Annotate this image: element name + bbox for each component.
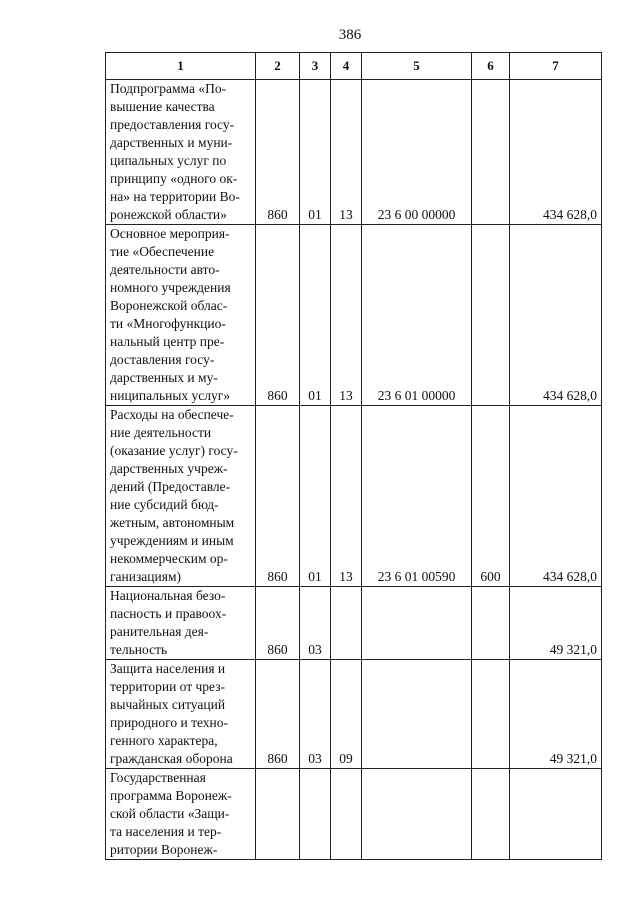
row-vr-cell bbox=[472, 80, 510, 225]
row-name-line: пасность и правоох- bbox=[110, 606, 227, 621]
table-body bbox=[106, 80, 602, 860]
row-name-line: принципу «одного ок- bbox=[110, 171, 238, 186]
row-name-text bbox=[110, 587, 251, 659]
row-name-line: Основное мероприя- bbox=[110, 226, 230, 241]
row-name-line: ниципальных услуг» bbox=[110, 388, 231, 403]
row-name-line: номного учреждения bbox=[110, 280, 231, 295]
row-name-cell bbox=[106, 406, 256, 587]
row-name-line: Государственная bbox=[110, 770, 206, 785]
row-name-cell bbox=[106, 80, 256, 225]
row-ved-cell: 860 bbox=[256, 80, 300, 225]
row-ved-cell: 860 bbox=[256, 587, 300, 660]
row-name-line: вышение качества bbox=[110, 99, 215, 114]
row-pr-cell bbox=[331, 769, 362, 860]
header-col-6: 6 bbox=[472, 53, 510, 80]
table-row bbox=[106, 587, 602, 660]
header-col-1: 1 bbox=[106, 53, 256, 80]
row-rz-cell: 01 bbox=[300, 406, 331, 587]
row-vr-cell bbox=[472, 587, 510, 660]
row-csr-cell: 23 6 01 00000 bbox=[362, 225, 472, 406]
row-name-line: на» на территории Во- bbox=[110, 189, 240, 204]
row-name-line: Национальная безо- bbox=[110, 588, 226, 603]
table-row bbox=[106, 660, 602, 769]
row-csr-cell bbox=[362, 769, 472, 860]
row-name-line: некоммерческим ор- bbox=[110, 551, 228, 566]
table-row bbox=[106, 80, 602, 225]
header-col-4: 4 bbox=[331, 53, 362, 80]
row-sum-cell: 434 628,0 bbox=[510, 225, 602, 406]
row-name-line: территории от чрез- bbox=[110, 679, 226, 694]
header-col-3: 3 bbox=[300, 53, 331, 80]
row-name-line: та населения и тер- bbox=[110, 824, 222, 839]
row-name-text bbox=[110, 225, 251, 405]
row-pr-cell: 09 bbox=[331, 660, 362, 769]
row-ved-cell: 860 bbox=[256, 660, 300, 769]
table-header-row bbox=[106, 53, 602, 80]
row-csr-cell bbox=[362, 660, 472, 769]
row-name-text bbox=[110, 80, 251, 224]
row-name-line: генного характера, bbox=[110, 733, 218, 748]
row-name-line: гражданская оборона bbox=[110, 751, 233, 766]
row-name-line: ской области «Защи- bbox=[110, 806, 230, 821]
row-vr-cell bbox=[472, 225, 510, 406]
row-name-line: ние деятельности bbox=[110, 425, 212, 440]
row-sum-cell: 434 628,0 bbox=[510, 80, 602, 225]
row-name-line: тие «Обеспечение bbox=[110, 244, 215, 259]
table-row bbox=[106, 225, 602, 406]
budget-table bbox=[105, 52, 602, 860]
row-sum-cell: 434 628,0 bbox=[510, 406, 602, 587]
row-pr-cell: 13 bbox=[331, 406, 362, 587]
row-name-line: Защита населения и bbox=[110, 661, 226, 676]
row-name-text bbox=[110, 769, 251, 859]
row-name-line: ципальных услуг по bbox=[110, 153, 227, 168]
row-name-line: вычайных ситуаций bbox=[110, 697, 226, 712]
row-name-line: природного и техно- bbox=[110, 715, 229, 730]
row-name-line: Расходы на обеспече- bbox=[110, 407, 234, 422]
row-name-line: доставления госу- bbox=[110, 352, 215, 367]
row-name-line: Подпрограмма «По- bbox=[110, 81, 227, 96]
row-name-line: ганизациям) bbox=[110, 569, 182, 584]
row-name-line: жетным, автономным bbox=[110, 515, 235, 530]
row-name-line: дарственных и муни- bbox=[110, 135, 233, 150]
row-name-cell bbox=[106, 587, 256, 660]
row-name-line: ронежской области» bbox=[110, 207, 227, 222]
row-name-line: дений (Предоставле- bbox=[110, 479, 231, 494]
row-rz-cell: 01 bbox=[300, 225, 331, 406]
row-sum-cell bbox=[510, 769, 602, 860]
header-col-2: 2 bbox=[256, 53, 300, 80]
row-sum-cell: 49 321,0 bbox=[510, 660, 602, 769]
row-name-cell bbox=[106, 225, 256, 406]
row-pr-cell: 13 bbox=[331, 225, 362, 406]
row-vr-cell bbox=[472, 660, 510, 769]
row-name-cell bbox=[106, 769, 256, 860]
row-name-cell bbox=[106, 660, 256, 769]
page-number: 386 bbox=[338, 27, 362, 43]
row-csr-cell bbox=[362, 587, 472, 660]
row-ved-cell bbox=[256, 769, 300, 860]
row-sum-cell: 49 321,0 bbox=[510, 587, 602, 660]
row-name-line: ритории Воронеж- bbox=[110, 842, 218, 857]
row-rz-cell: 01 bbox=[300, 80, 331, 225]
row-name-line: дарственных учреж- bbox=[110, 461, 228, 476]
row-csr-cell: 23 6 01 00590 bbox=[362, 406, 472, 587]
row-pr-cell: 13 bbox=[331, 80, 362, 225]
table-row bbox=[106, 769, 602, 860]
row-name-text bbox=[110, 406, 251, 586]
row-name-line: программа Воронеж- bbox=[110, 788, 232, 803]
row-name-line: (оказание услуг) госу- bbox=[110, 443, 238, 458]
header-col-7: 7 bbox=[510, 53, 602, 80]
table-row bbox=[106, 406, 602, 587]
row-name-text bbox=[110, 660, 251, 768]
row-name-line: деятельности авто- bbox=[110, 262, 220, 277]
row-name-line: учреждениям и иным bbox=[110, 533, 234, 548]
header-col-5: 5 bbox=[362, 53, 472, 80]
row-name-line: предоставления госу- bbox=[110, 117, 235, 132]
row-rz-cell: 03 bbox=[300, 587, 331, 660]
row-rz-cell bbox=[300, 769, 331, 860]
row-ved-cell: 860 bbox=[256, 406, 300, 587]
row-vr-cell bbox=[472, 769, 510, 860]
row-pr-cell bbox=[331, 587, 362, 660]
row-name-line: Воронежской облас- bbox=[110, 298, 228, 313]
row-ved-cell: 860 bbox=[256, 225, 300, 406]
row-name-line: ранительная дея- bbox=[110, 624, 209, 639]
row-vr-cell: 600 bbox=[472, 406, 510, 587]
row-name-line: дарственных и му- bbox=[110, 370, 218, 385]
row-name-line: тельность bbox=[110, 642, 168, 657]
row-name-line: ние субсидий бюд- bbox=[110, 497, 219, 512]
row-name-line: нальный центр пре- bbox=[110, 334, 225, 349]
row-rz-cell: 03 bbox=[300, 660, 331, 769]
row-csr-cell: 23 6 00 00000 bbox=[362, 80, 472, 225]
row-name-line: ти «Многофункцио- bbox=[110, 316, 226, 331]
